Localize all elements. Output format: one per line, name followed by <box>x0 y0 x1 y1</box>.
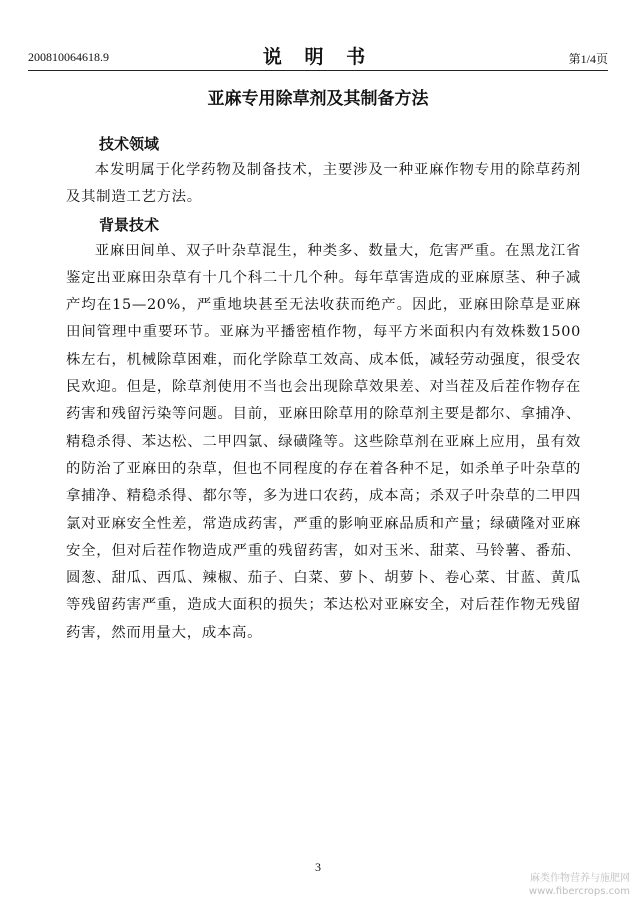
page-header <box>28 40 608 71</box>
section-heading-technical-field: 技术领域 <box>99 135 160 153</box>
watermark <box>490 872 630 898</box>
watermark-line1: 麻类作物营养与施肥网 <box>530 873 630 884</box>
page-indicator: 第1/4页 <box>568 52 608 66</box>
watermark-line2: www.fibercrops.com <box>528 886 630 897</box>
page-number: 3 <box>315 860 321 874</box>
section-heading-background: 背景技术 <box>99 215 160 234</box>
section-paragraph-technical-field: 本发明属于化学药物及制备技术，主要涉及一种亚麻作物专用的除草药剂及其制造工艺方法。 <box>66 162 581 206</box>
document-type: 说 明 书 <box>262 46 374 68</box>
section-paragraph-background: 亚麻田间单、双子叶杂草混生，种类多、数量大，危害严重。在黑龙江省鉴定出亚麻田杂草有十几个科二十几个种。每年草害造成的亚麻原茎、种子减产均在15—20%，严重地块甚至无法收获而绝产。因此，亚麻田除草是亚麻田间管理中重要环节。亚麻为平播密植作物，每平方米面积内有效株数1500株左右，机械除草困难，而化学除草工效高、成本低，减轻劳动强度，很受农民欢迎。但是，除草剂使用不当也会出现除草效果差、对当茬及后茬作物存在药害和残留污染等问题。目前，亚麻田除草用的除草剂主要是都尔、拿捕净、精稳杀得、苯达松、二甲四氯、绿磺隆等。这些除草剂在亚麻上应用，虽有效的防治了亚麻田的杂草，但也不同程度的存在着各种不足，如杀单子叶杂草的拿捕净、精稳杀得、都尔等，多为进口农药，成本高；杀双子叶杂草的二甲四氯对亚麻安全性差，常造成药害，严重的影响亚麻品质和产量；绿磺隆对亚麻安全，但对后茬作物造成严重的残留药害，如对玉米、甜菜、马铃薯、番茄、圆葱、甜瓜、西瓜、辣椒、茄子、白菜、萝卜、胡萝卜、卷心菜、甘蓝、黄瓜等残留药害严重，造成大面积的损失；苯达松对亚麻安全，对后茬作物无残留药害，然而用量大，成本高。 <box>66 242 581 641</box>
document-body <box>66 131 581 647</box>
document-title: 亚麻专用除草剂及其制备方法 <box>207 89 429 109</box>
application-number: 200810064618.9 <box>28 50 109 64</box>
